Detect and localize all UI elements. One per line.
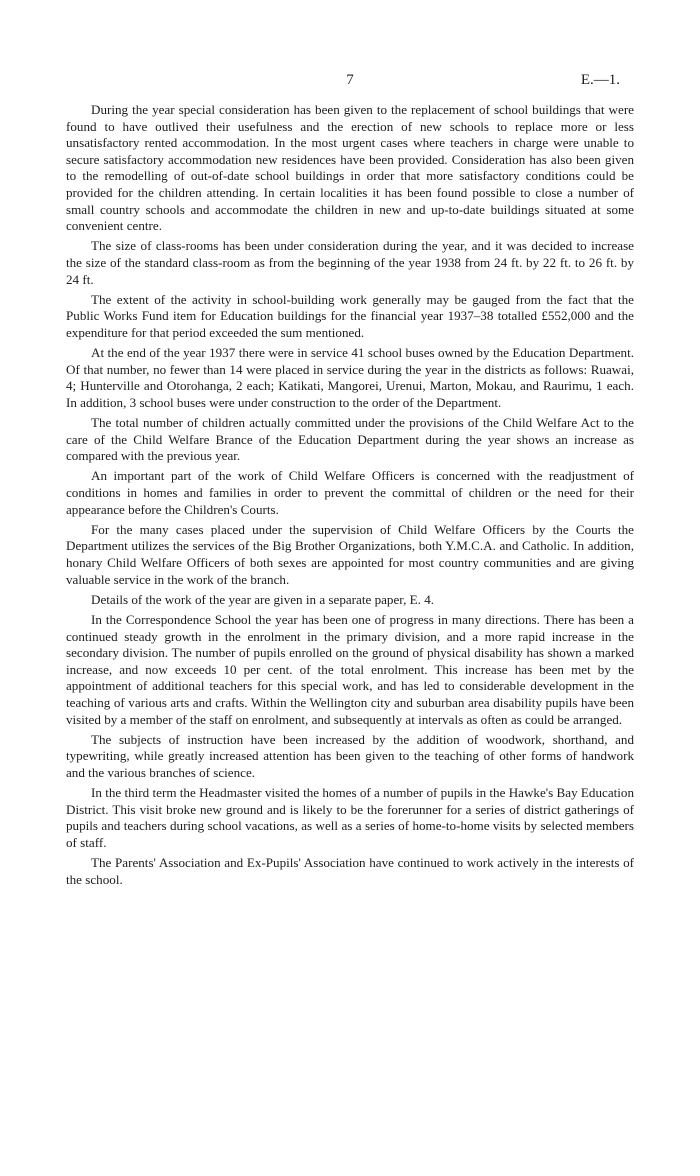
paragraph-correspondence-school: In the Correspondence School the year has been one of progress in many directions. There has been a continued steady growth in the enrolment in the primary division, and a more rapid increase in the secondary division. The number of pupils enrolled on the ground of physical disability has shown a marked increase, and now exceeds 10 per cent. of the total enrolment. This increase has been met by the appointment of additional teachers for this special work, and has led to considerable development in the teaching of various arts and crafts. Within the Wellington city and suburban area disability pupils have been visited by a member of the staff on enrolment, and subsequently at intervals as often as could be arranged. bbox=[66, 611, 634, 727]
paragraph-associations: The Parents' Association and Ex-Pupils' Association have continued to work actively in the interests of the school. bbox=[66, 855, 634, 887]
paragraph-subjects-of-instruction: The subjects of instruction have been increased by the addition of woodwork, shorthand, and typewriting, while greatly increased attention has been given to the teaching of other forms of handwork and the various branches of science. bbox=[66, 731, 634, 780]
paragraph-child-welfare-officers: An important part of the work of Child Welfare Officers is concerned with the readjustment of conditions in homes and families in order to prevent the committal of children or the need for their appearance before the Children's Courts. bbox=[66, 468, 634, 517]
page-number: 7 bbox=[346, 72, 354, 88]
body-text bbox=[66, 102, 634, 892]
paragraph-separate-paper: Details of the work of the year are given in a separate paper, E. 4. bbox=[91, 591, 435, 607]
paragraph-headmaster-visits: In the third term the Headmaster visited the homes of a number of pupils in the Hawke's Bay Education District. This visit broke new ground and is likely to be the forerunner for a series of district gatherings of pupils and teachers during school vacations, as well as a series of home-to-home visits by selected members of staff. bbox=[66, 785, 634, 850]
paragraph-school-buses: At the end of the year 1937 there were in service 41 school buses owned by the Education Department. Of that number, no fewer than 14 were placed in service during the year in the districts as follows: Ruawai, 4; Hunterville and Otorohanga, 2 each; Katikati, Mangorei, Urenui, Marton, Mokau, and Raurimu, 1 each. In addition, 3 school buses were under construction to the order of the Department. bbox=[66, 345, 634, 410]
document-reference: E.—1. bbox=[580, 72, 620, 88]
paragraph-school-buildings: During the year special consideration has been given to the replacement of school buildings that were found to have outlived their usefulness and the erection of new schools to replace more or less unsatisfactory rented accommodation. In the most urgent cases where teachers in charge were unable to secure satisfactory accommodation new residences have been provided. Consideration has also been given to the remodelling of out-of-date school buildings in order that more satisfactory conditions could be provided for the children attending. In certain localities it has been found possible to close a number of small country schools and accommodate the children in new and up-to-date buildings situated at some convenient centre. bbox=[66, 102, 634, 234]
paragraph-supervision-cases: For the many cases placed under the supervision of Child Welfare Officers by the Courts the Department utilizes the services of the Big Brother Organizations, both Y.M.C.A. and Catholic. In addition, honary Child Welfare Officers of both sexes are appointed for most country communities and are giving valuable service in the work of the branch. bbox=[66, 521, 634, 587]
paragraph-class-room-size: The size of class-rooms has been under consideration during the year, and it was decided to increase the size of the standard class-room as from the beginning of the year 1938 from 24 ft. by 22 ft. to 26 ft. by 24 ft. bbox=[66, 238, 634, 287]
paragraph-child-welfare-committals: The total number of children actually committed under the provisions of the Child Welfare Act to the care of the Child Welfare Brance of the Education Department during the year shows an increase as compared with the previous year. bbox=[66, 415, 634, 464]
paragraph-building-expenditure: The extent of the activity in school-building work generally may be gauged from the fact that the Public Works Fund item for Education buildings for the financial year 1937–38 totalled £552,000 and the expenditure for that period exceeded the sum mentioned. bbox=[66, 291, 634, 340]
